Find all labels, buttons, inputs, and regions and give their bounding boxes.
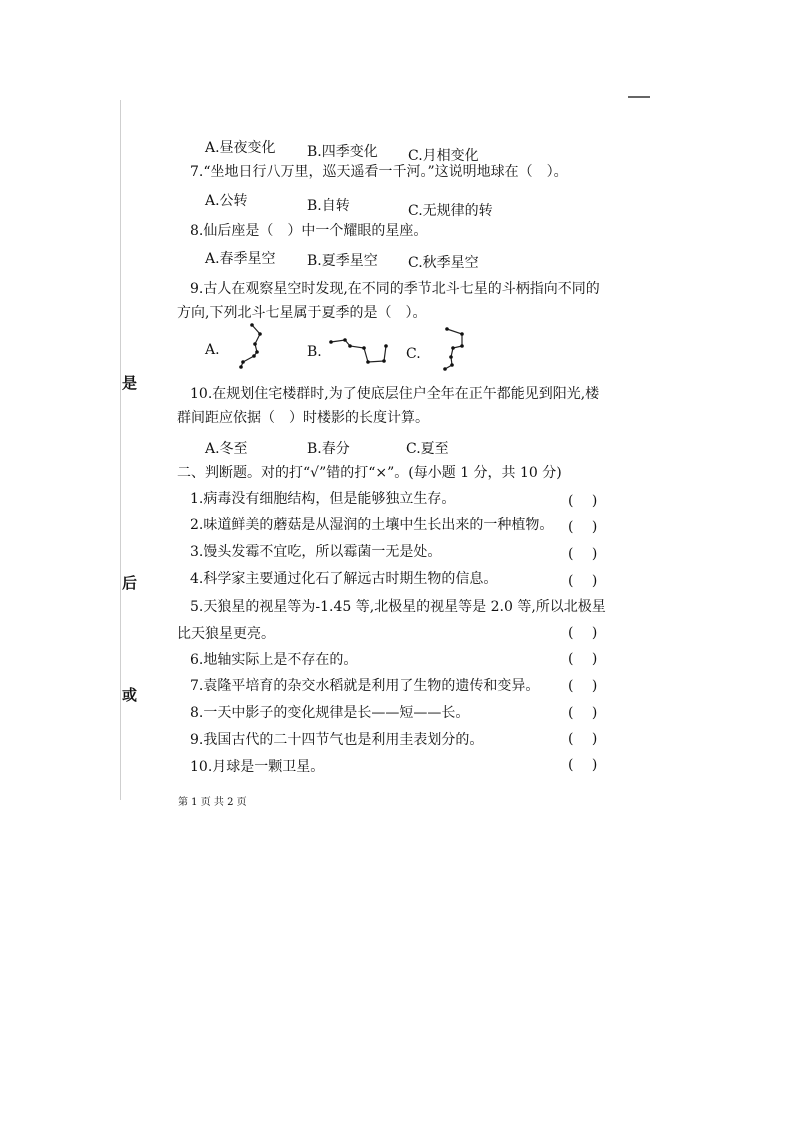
page-number: 第 1 页 共 2 页: [178, 797, 247, 808]
judge-item-8: 8.一天中影子的变化规律是长——短——长。: [190, 705, 470, 721]
answer-blank: ( ): [568, 573, 598, 589]
side-mark: 后: [122, 574, 138, 592]
q8-text: 8.仙后座是（ ）中一个耀眼的星座。: [190, 223, 428, 239]
q7-option-a: A.公转: [205, 193, 248, 209]
judge-item-2: 2.味道鲜美的蘑菇是从湿润的土壤中生长出来的一种植物。: [190, 517, 554, 533]
q9-text-line1: 9.古人在观察星空时发现,在不同的季节北斗七星的斗柄指向不同的: [190, 281, 600, 297]
side-mark: 是: [122, 374, 138, 392]
q9-option-a: A.: [205, 342, 220, 358]
answer-blank: ( ): [568, 546, 598, 562]
judge-item-7: 7.袁隆平培育的杂交水稻就是利用了生物的遗传和变异。: [190, 678, 540, 694]
answer-blank: ( ): [568, 493, 598, 509]
answer-blank: ( ): [568, 625, 598, 641]
binding-margin-line: [120, 100, 121, 800]
answer-blank: ( ): [568, 651, 598, 667]
side-mark: 或: [122, 686, 138, 704]
q7-option-c: C.无规律的转: [408, 203, 493, 219]
q10-option-b: B.春分: [307, 441, 350, 457]
answer-blank: ( ): [568, 757, 598, 773]
judge-item-10: 10.月球是一颗卫星。: [190, 759, 325, 775]
judge-item-5-line1: 5.天狼星的视星等为-1.45 等,北极星的视星等是 2.0 等,所以北极星: [190, 599, 606, 615]
q10-text-line1: 10.在规划住宅楼群时,为了使底层住户全年在正午都能见到阳光,楼: [190, 386, 600, 402]
q8-option-a: A.春季星空: [205, 251, 276, 267]
big-dipper-a-icon: [238, 322, 272, 370]
q7-text: 7.“坐地日行八万里，巡天遥看一千河。”这说明地球在（ ）。: [190, 164, 568, 180]
answer-blank: ( ): [568, 731, 598, 747]
q9-text-line2: 方向,下列北斗七星属于夏季的是（ ）。: [177, 305, 427, 321]
answer-blank: ( ): [568, 678, 598, 694]
q6-option-b: B.四季变化: [307, 144, 378, 160]
q7-option-b: B.自转: [307, 198, 350, 214]
q9-option-b: B.: [307, 344, 322, 360]
answer-blank: ( ): [568, 519, 598, 535]
q6-option-a: A.昼夜变化: [205, 140, 276, 156]
q10-option-a: A.冬至: [205, 441, 248, 457]
q8-option-c: C.秋季星空: [408, 255, 479, 271]
section2-heading: 二、判断题。对的打“√”错的打“×”。(每小题 1 分，共 10 分): [177, 465, 562, 481]
big-dipper-b-icon: [328, 334, 392, 366]
q9-option-c: C.: [406, 346, 421, 362]
judge-item-5-line2: 比天狼星更亮。: [177, 626, 275, 642]
judge-item-6: 6.地轴实际上是不存在的。: [190, 652, 358, 668]
judge-item-3: 3.馒头发霉不宜吃，所以霉菌一无是处。: [190, 544, 442, 560]
q10-option-c: C.夏至: [406, 441, 449, 457]
judge-item-4: 4.科学家主要通过化石了解远古时期生物的信息。: [190, 571, 498, 587]
corner-mark: [628, 96, 650, 98]
q8-option-b: B.夏季星空: [307, 253, 378, 269]
judge-item-9: 9.我国古代的二十四节气也是利用圭表划分的。: [190, 732, 484, 748]
q6-option-c: C.月相变化: [408, 148, 479, 164]
answer-blank: ( ): [568, 705, 598, 721]
judge-item-1: 1.病毒没有细胞结构，但是能够独立生存。: [190, 491, 456, 507]
q10-text-line2: 群间距应依据（ ）时楼影的长度计算。: [177, 410, 429, 426]
big-dipper-c-icon: [440, 324, 470, 372]
